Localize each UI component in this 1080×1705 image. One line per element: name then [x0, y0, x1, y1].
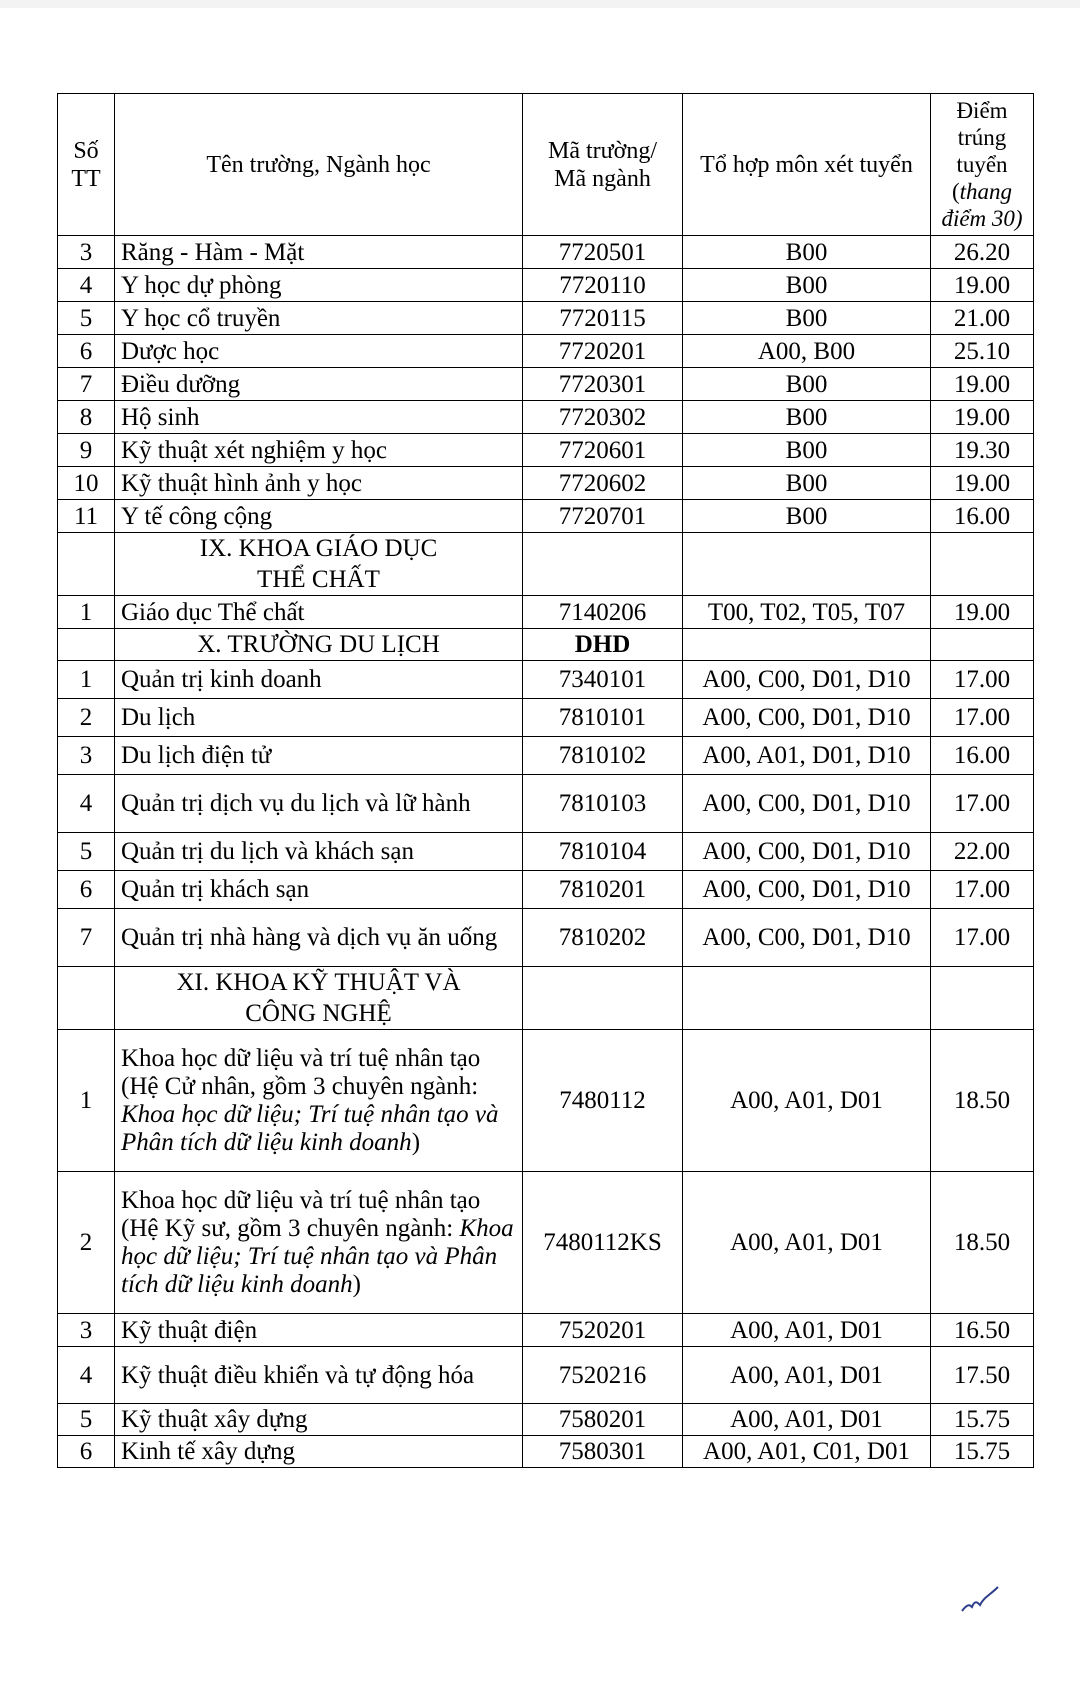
- table-row: [58, 401, 1034, 434]
- row-program-name: Quản trị du lịch và khách sạn: [115, 833, 523, 871]
- table-row: [58, 661, 1034, 699]
- row-program-code: 7810202: [523, 909, 683, 967]
- row-stt: 3: [58, 236, 115, 269]
- row-program-name: Du lịch điện tử: [115, 737, 523, 775]
- row-cutoff-score: 17.00: [931, 909, 1034, 967]
- row-cutoff-score: 17.00: [931, 661, 1034, 699]
- row-program-code: 7140206: [523, 596, 683, 629]
- row-program-name: Quản trị dịch vụ du lịch và lữ hành: [115, 775, 523, 833]
- row-subject-combo: A00, A01, D01, D10: [683, 737, 931, 775]
- table-row: [58, 236, 1034, 269]
- row-subject-combo: T00, T02, T05, T07: [683, 596, 931, 629]
- signature-mark: [960, 1585, 1000, 1615]
- row-program-code: 7720115: [523, 302, 683, 335]
- row-subject-combo: A00, C00, D01, D10: [683, 775, 931, 833]
- section-row-xi: [58, 967, 1034, 1030]
- program-note-end: ): [352, 1270, 361, 1298]
- section-row-ix: [58, 533, 1034, 596]
- program-majors: Khoa học dữ liệu; Trí tuệ nhân tạo và Phân tích dữ liệu kinh doanh: [121, 1214, 514, 1298]
- row-cutoff-score: 16.00: [931, 737, 1034, 775]
- table-row: [58, 1030, 1034, 1172]
- row-subject-combo: A00, A01, D01: [683, 1404, 931, 1436]
- row-subject-combo: A00, A01, D01: [683, 1030, 931, 1172]
- pe-rows: [58, 596, 1034, 629]
- row-program-code: 7810103: [523, 775, 683, 833]
- program-note: (Hệ Cử nhân, gồm 3 chuyên ngành:: [121, 1072, 479, 1100]
- row-program-name: Y học dự phòng: [115, 269, 523, 302]
- row-stt: 1: [58, 596, 115, 629]
- row-program-code: 7520201: [523, 1314, 683, 1347]
- row-subject-combo: A00, A01, D01: [683, 1314, 931, 1347]
- row-program-name: Hộ sinh: [115, 401, 523, 434]
- row-program-name: Quản trị khách sạn: [115, 871, 523, 909]
- row-subject-combo: A00, A01, C01, D01: [683, 1436, 931, 1468]
- program-note-end: ): [411, 1128, 421, 1156]
- row-program-name: Kỹ thuật xét nghiệm y học: [115, 434, 523, 467]
- row-subject-combo: A00, C00, D01, D10: [683, 661, 931, 699]
- row-stt: 11: [58, 500, 115, 533]
- row-stt: 8: [58, 401, 115, 434]
- row-program-code: 7720110: [523, 269, 683, 302]
- row-program-name: Kinh tế xây dựng: [115, 1436, 523, 1468]
- row-cutoff-score: 17.00: [931, 775, 1034, 833]
- row-cutoff-score: 25.10: [931, 335, 1034, 368]
- row-stt: 5: [58, 833, 115, 871]
- row-stt: 9: [58, 434, 115, 467]
- row-cutoff-score: 21.00: [931, 302, 1034, 335]
- row-stt: 2: [58, 1172, 115, 1314]
- section-title-ix: IX. KHOA GIÁO DỤC THỂ CHẤT: [115, 533, 523, 596]
- row-program-code: 7720602: [523, 467, 683, 500]
- row-cutoff-score: 17.00: [931, 699, 1034, 737]
- row-program-code: 7720201: [523, 335, 683, 368]
- row-subject-combo: A00, C00, D01, D10: [683, 833, 931, 871]
- row-program-code: 7720301: [523, 368, 683, 401]
- header-stt: Số TT: [58, 94, 115, 236]
- row-stt: 6: [58, 1436, 115, 1468]
- row-subject-combo: B00: [683, 269, 931, 302]
- table-row: [58, 1404, 1034, 1436]
- row-subject-combo: A00, B00: [683, 335, 931, 368]
- row-cutoff-score: 19.00: [931, 401, 1034, 434]
- row-subject-combo: A00, A01, D01: [683, 1347, 931, 1404]
- row-cutoff-score: 16.00: [931, 500, 1034, 533]
- viewer-top-bar: [0, 0, 1080, 8]
- row-stt: 6: [58, 335, 115, 368]
- row-program-code: 7480112: [523, 1030, 683, 1172]
- section-row-x: [58, 629, 1034, 661]
- row-stt: 2: [58, 699, 115, 737]
- table-row: [58, 596, 1034, 629]
- row-program-code: 7340101: [523, 661, 683, 699]
- table-row: [58, 1347, 1034, 1404]
- table-row: [58, 909, 1034, 967]
- row-program-code: 7580201: [523, 1404, 683, 1436]
- table-row: [58, 775, 1034, 833]
- tourism-rows: [58, 661, 1034, 967]
- table-row: [58, 1314, 1034, 1347]
- row-program-code: 7480112KS: [523, 1172, 683, 1314]
- row-cutoff-score: 17.00: [931, 871, 1034, 909]
- section-code-x: DHD: [523, 629, 683, 661]
- row-stt: 10: [58, 467, 115, 500]
- engineering-rows: [58, 1314, 1034, 1468]
- row-cutoff-score: 18.50: [931, 1172, 1034, 1314]
- row-subject-combo: B00: [683, 434, 931, 467]
- row-program-name: Răng - Hàm - Mặt: [115, 236, 523, 269]
- row-cutoff-score: 15.75: [931, 1404, 1034, 1436]
- row-cutoff-score: 19.00: [931, 467, 1034, 500]
- row-program-code: 7720701: [523, 500, 683, 533]
- row-program-name: Du lịch: [115, 699, 523, 737]
- row-cutoff-score: 16.50: [931, 1314, 1034, 1347]
- row-program-code: 7810104: [523, 833, 683, 871]
- row-stt: 5: [58, 302, 115, 335]
- data-science-rows: [58, 1030, 1034, 1314]
- row-program-name: Quản trị kinh doanh: [115, 661, 523, 699]
- row-stt: 4: [58, 269, 115, 302]
- row-cutoff-score: 18.50: [931, 1030, 1034, 1172]
- header-code: Mã trường/ Mã ngành: [523, 94, 683, 236]
- row-subject-combo: B00: [683, 302, 931, 335]
- table-row: [58, 833, 1034, 871]
- row-cutoff-score: 15.75: [931, 1436, 1034, 1468]
- row-stt: 7: [58, 368, 115, 401]
- section-title-xi: XI. KHOA KỸ THUẬT VÀ CÔNG NGHỆ: [115, 967, 523, 1030]
- row-program-code: 7720302: [523, 401, 683, 434]
- row-cutoff-score: 19.00: [931, 596, 1034, 629]
- table-row: [58, 1436, 1034, 1468]
- section-title-x: X. TRƯỜNG DU LỊCH: [115, 629, 523, 661]
- row-program-name: [115, 1030, 523, 1172]
- row-program-code: 7520216: [523, 1347, 683, 1404]
- row-subject-combo: B00: [683, 500, 931, 533]
- table-row: [58, 871, 1034, 909]
- header-score: Điểm trúng tuyển (thang điểm 30): [931, 94, 1034, 236]
- row-program-name: Kỹ thuật hình ảnh y học: [115, 467, 523, 500]
- row-program-name: Quản trị nhà hàng và dịch vụ ăn uống: [115, 909, 523, 967]
- row-program-code: 7580301: [523, 1436, 683, 1468]
- table-row: [58, 737, 1034, 775]
- row-program-name: Kỹ thuật điện: [115, 1314, 523, 1347]
- table-row: [58, 269, 1034, 302]
- table-header-row: [58, 94, 1034, 236]
- table-row: [58, 434, 1034, 467]
- table-row: [58, 335, 1034, 368]
- row-subject-combo: A00, C00, D01, D10: [683, 699, 931, 737]
- program-majors: Khoa học dữ liệu; Trí tuệ nhân tạo và Phân tích dữ liệu kinh doanh: [121, 1100, 499, 1156]
- row-cutoff-score: 19.30: [931, 434, 1034, 467]
- header-name: Tên trường, Ngành học: [115, 94, 523, 236]
- row-program-code: 7720501: [523, 236, 683, 269]
- table-row: [58, 1172, 1034, 1314]
- row-subject-combo: B00: [683, 401, 931, 434]
- table-row: [58, 699, 1034, 737]
- row-program-name: Dược học: [115, 335, 523, 368]
- row-stt: 4: [58, 775, 115, 833]
- table-row: [58, 500, 1034, 533]
- table-row: [58, 368, 1034, 401]
- row-program-name: [115, 1172, 523, 1314]
- row-program-name: Kỹ thuật xây dựng: [115, 1404, 523, 1436]
- table-row: [58, 302, 1034, 335]
- program-title: Khoa học dữ liệu và trí tuệ nhân tạo: [121, 1186, 481, 1214]
- row-cutoff-score: 19.00: [931, 368, 1034, 401]
- row-program-code: 7810102: [523, 737, 683, 775]
- row-stt: 6: [58, 871, 115, 909]
- medicine-rows: [58, 236, 1034, 533]
- row-subject-combo: A00, C00, D01, D10: [683, 871, 931, 909]
- row-subject-combo: B00: [683, 236, 931, 269]
- row-program-name: Điều dưỡng: [115, 368, 523, 401]
- header-combo: Tổ hợp môn xét tuyển: [683, 94, 931, 236]
- row-subject-combo: B00: [683, 368, 931, 401]
- row-cutoff-score: 22.00: [931, 833, 1034, 871]
- row-program-code: 7720601: [523, 434, 683, 467]
- row-program-name: Y học cổ truyền: [115, 302, 523, 335]
- row-stt: 1: [58, 661, 115, 699]
- program-note: (Hệ Kỹ sư, gồm 3 chuyên ngành:: [121, 1214, 460, 1242]
- row-program-code: 7810201: [523, 871, 683, 909]
- row-program-name: Y tế công cộng: [115, 500, 523, 533]
- row-stt: 1: [58, 1030, 115, 1172]
- table-row: [58, 467, 1034, 500]
- row-cutoff-score: 17.50: [931, 1347, 1034, 1404]
- row-stt: 3: [58, 737, 115, 775]
- row-stt: 4: [58, 1347, 115, 1404]
- row-subject-combo: A00, C00, D01, D10: [683, 909, 931, 967]
- row-cutoff-score: 26.20: [931, 236, 1034, 269]
- row-stt: 7: [58, 909, 115, 967]
- row-program-name: Kỹ thuật điều khiển và tự động hóa: [115, 1347, 523, 1404]
- row-stt: 3: [58, 1314, 115, 1347]
- row-cutoff-score: 19.00: [931, 269, 1034, 302]
- row-subject-combo: A00, A01, D01: [683, 1172, 931, 1314]
- row-subject-combo: B00: [683, 467, 931, 500]
- row-program-name: Giáo dục Thể chất: [115, 596, 523, 629]
- admission-scores-table: [57, 93, 1034, 1468]
- row-program-code: 7810101: [523, 699, 683, 737]
- program-title: Khoa học dữ liệu và trí tuệ nhân tạo: [121, 1044, 481, 1072]
- row-stt: 5: [58, 1404, 115, 1436]
